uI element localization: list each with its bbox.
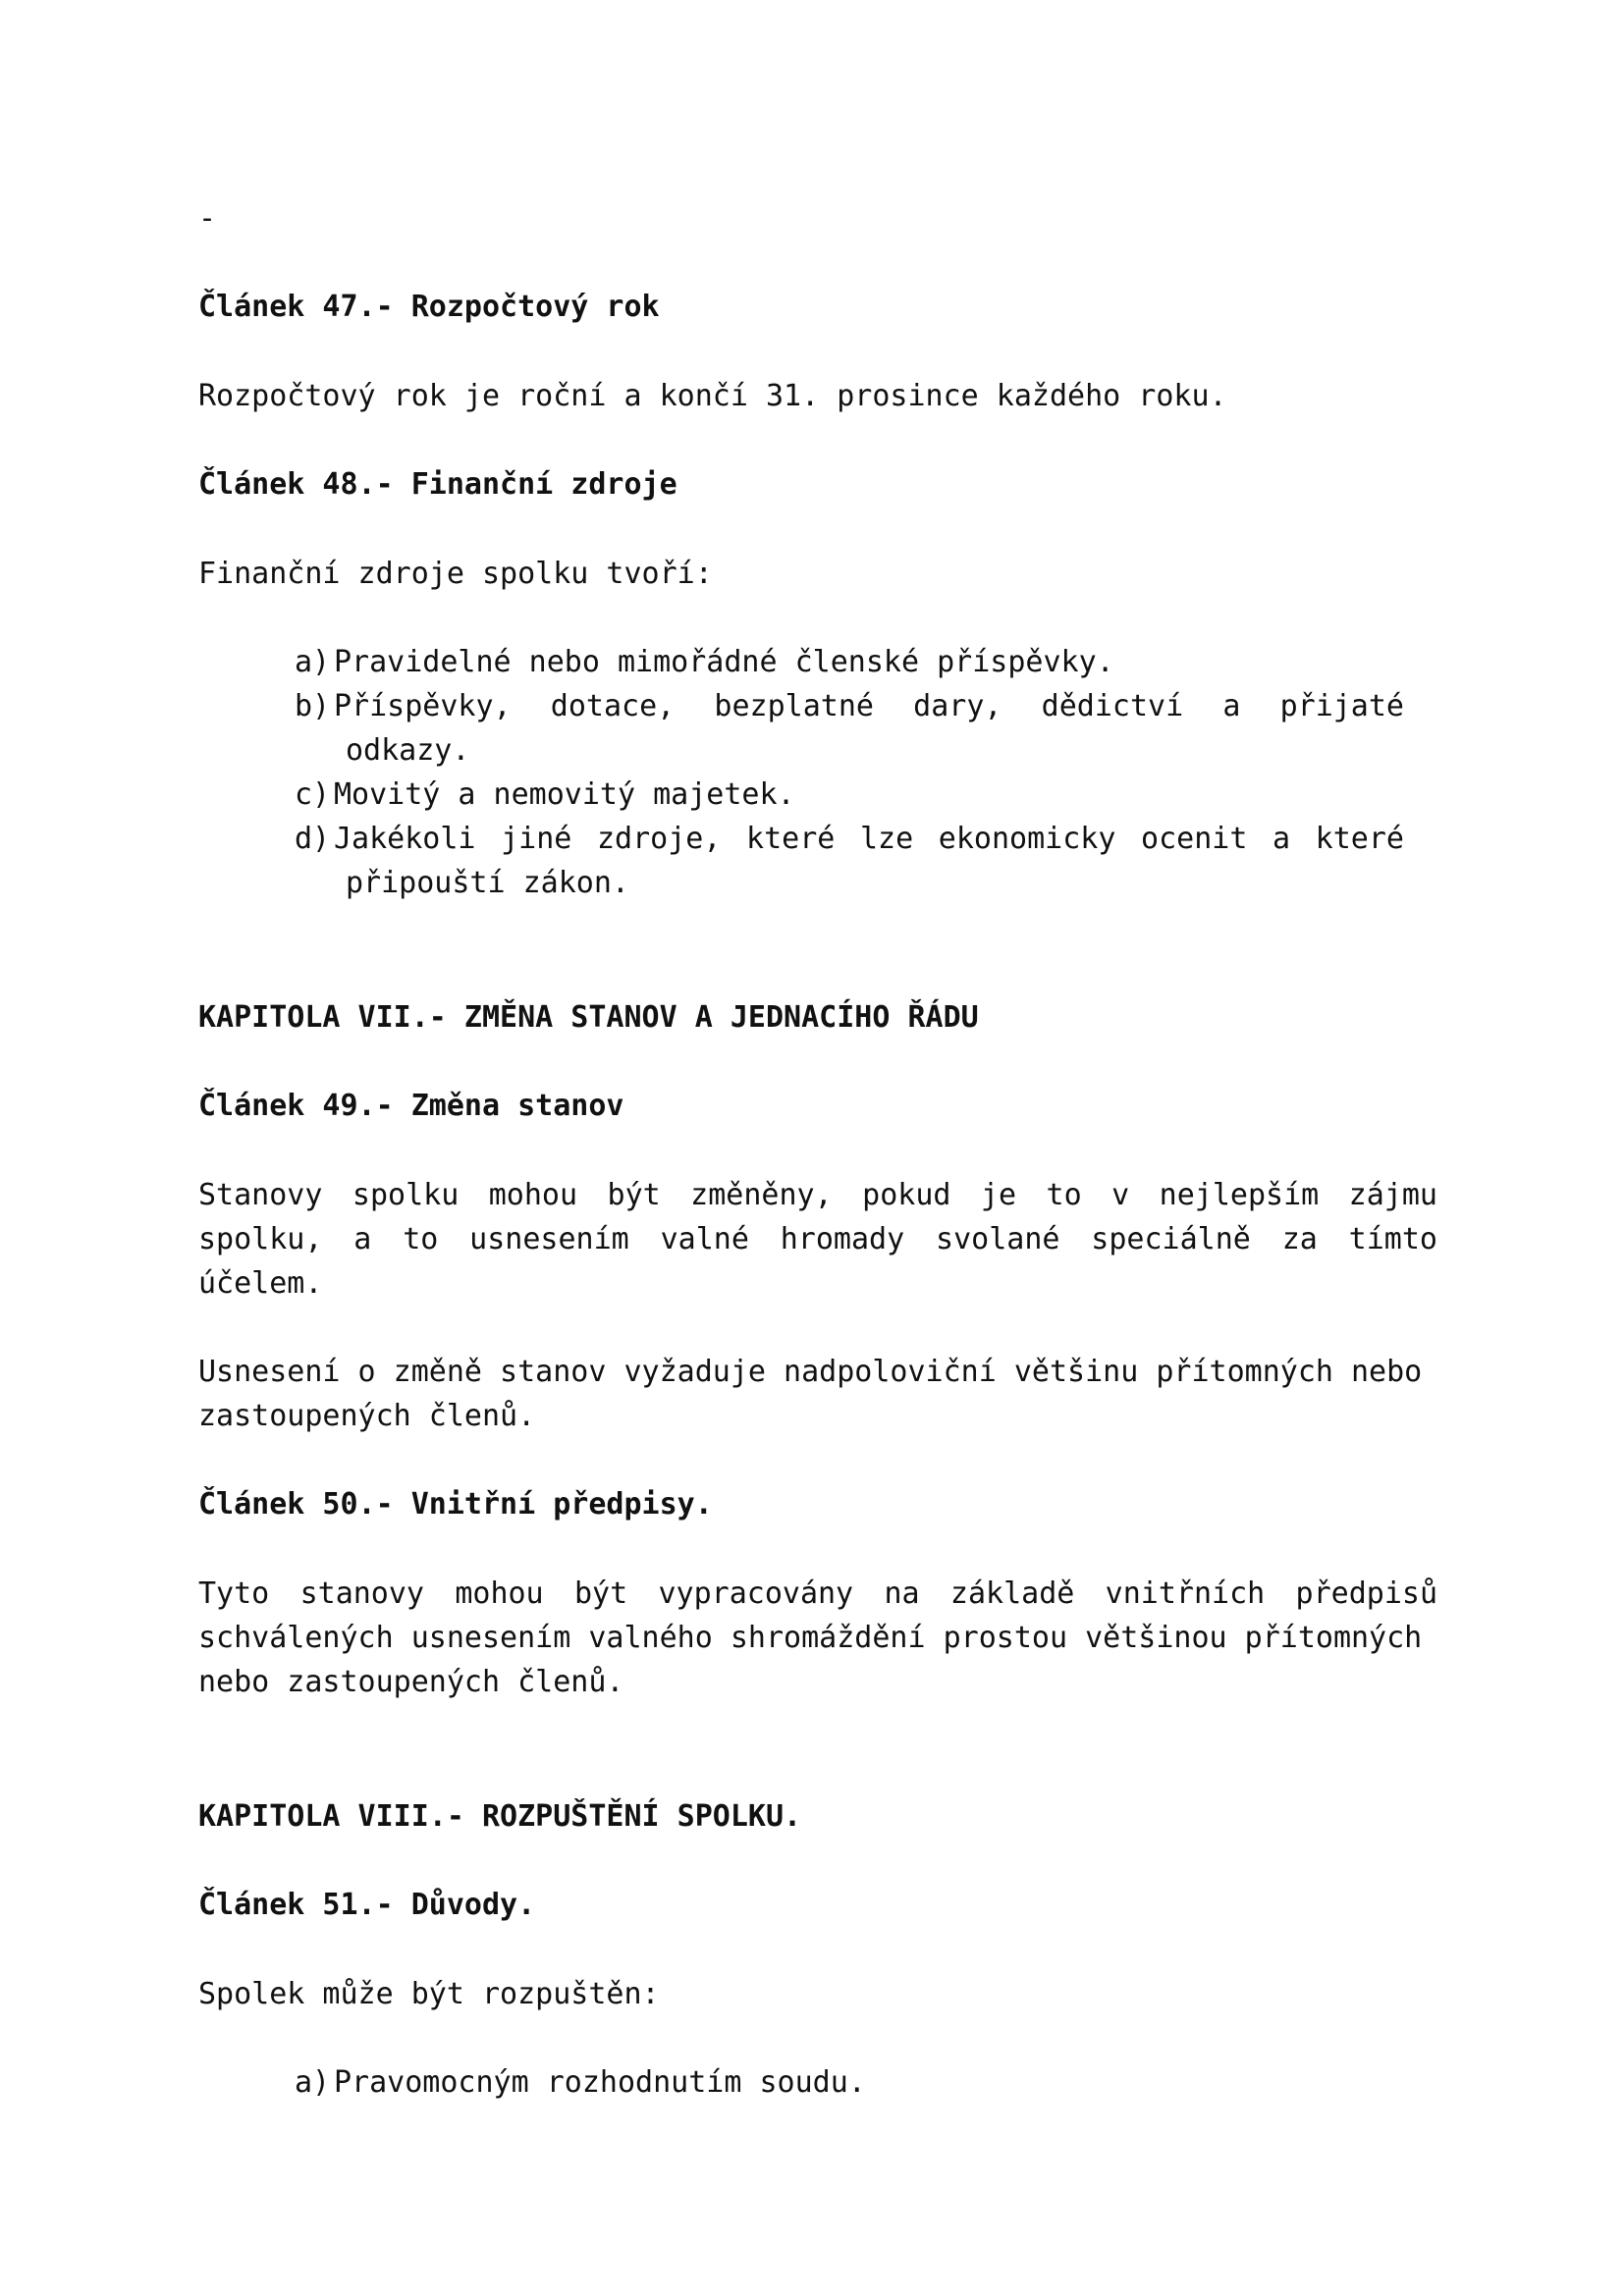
list-item-marker: c): [295, 777, 331, 812]
article-48-heading: Článek 48.- Finanční zdroje: [198, 467, 677, 502]
article-47-text: Rozpočtový rok je roční a končí 31. prosince každého roku.: [198, 379, 1227, 413]
article-48-intro: Finanční zdroje spolku tvoří:: [198, 557, 713, 591]
list-item-text: Movitý a nemovitý majetek.: [334, 777, 795, 812]
article-49-para-1-line-1: Stanovy spolku mohou být změněny, pokud je to v nejlepším zájmu: [198, 1178, 1437, 1212]
chapter-8-heading: KAPITOLA VIII.- ROZPUŠTĚNÍ SPOLKU.: [198, 1799, 802, 1834]
list-item-text-continued: připouští zákon.: [346, 866, 629, 900]
list-item-marker: a): [295, 2065, 331, 2100]
list-item-text: Pravidelné nebo mimořádné členské příspěvky.: [334, 645, 1114, 679]
article-49-heading: Článek 49.- Změna stanov: [198, 1089, 624, 1123]
list-item-marker: b): [295, 689, 331, 723]
article-51-intro: Spolek může být rozpuštěn:: [198, 1977, 660, 2011]
list-item-text: Pravomocným rozhodnutím soudu.: [334, 2065, 866, 2100]
article-47-heading: Článek 47.- Rozpočtový rok: [198, 290, 660, 324]
list-item-marker: d): [295, 822, 331, 856]
article-49-para-1-line-3: účelem.: [198, 1266, 323, 1301]
article-50-heading: Článek 50.- Vnitřní předpisy.: [198, 1487, 713, 1522]
article-51-heading: Článek 51.- Důvody.: [198, 1888, 536, 1922]
list-item-text-continued: odkazy.: [346, 733, 470, 768]
list-item-text: Jakékoli jiné zdroje, které lze ekonomicky ocenit a které: [334, 822, 1404, 856]
article-49-para-2-line-2: zastoupených členů.: [198, 1399, 536, 1433]
article-49-para-2-line-1: Usnesení o změně stanov vyžaduje nadpoloviční většinu přítomných nebo: [198, 1355, 1423, 1389]
list-item-text: Příspěvky, dotace, bezplatné dary, dědictví a přijaté: [334, 689, 1404, 723]
article-50-line-2: schválených usnesením valného shromáždění prostou většinou přítomných: [198, 1621, 1423, 1655]
article-49-para-1-line-2: spolku, a to usnesením valné hromady svolané speciálně za tímto: [198, 1222, 1437, 1256]
list-item-marker: a): [295, 645, 331, 679]
article-50-line-1: Tyto stanovy mohou být vypracovány na základě vnitřních předpisů: [198, 1576, 1437, 1611]
chapter-7-heading: KAPITOLA VII.- ZMĚNA STANOV A JEDNACÍHO ŘÁDU: [198, 1000, 979, 1035]
article-50-line-3: nebo zastoupených členů.: [198, 1665, 624, 1699]
leading-dash: -: [198, 201, 217, 236]
